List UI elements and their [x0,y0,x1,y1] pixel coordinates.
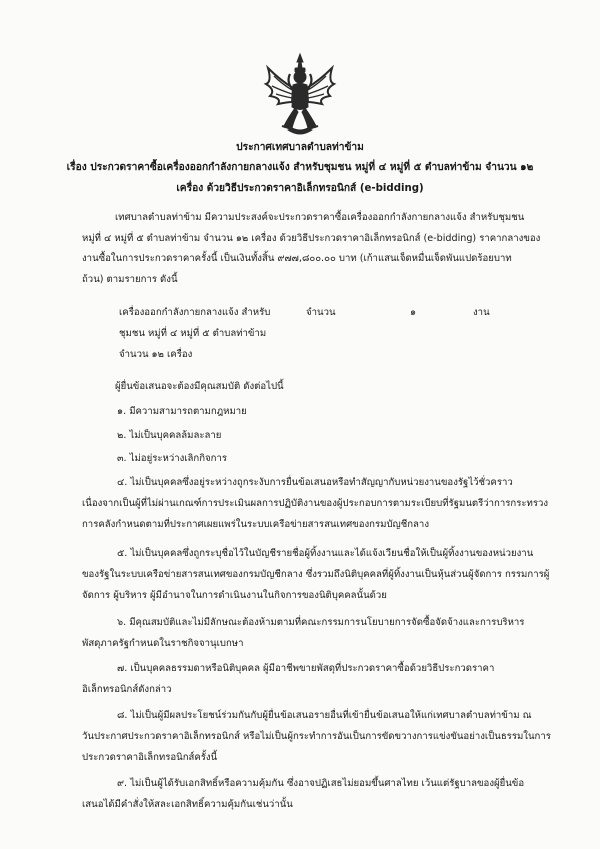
qualification-7-line-1: ๗. เป็นบุคคลธรรมดาหรือนิติบุคคล ผู้มีอาชีพขายพัสดุที่ประกวดราคาซื้อด้วยวิธีประกวดราคา [117,663,495,674]
qualification-9-line-1: ๙. ไม่เป็นผู้ได้รับเอกสิทธิ์หรือความคุ้มกัน ซึ่งอาจปฏิเสธไม่ยอมขึ้นศาลไทย เว้นแต่รัฐบาลของผู้ยื่นข้อ [117,778,525,789]
qualification-5-line-2: ของรัฐในระบบเครือข่ายสารสนเทศของกรมบัญชีกลาง ซึ่งรวมถึงนิติบุคคลที่ผู้ทิ้งงานเป็นหุ้นส่วนผู้จัดการ กรรมการผู้ [82,569,550,580]
qualification-1: ๑. มีความสามารถตามกฎหมาย [117,406,247,417]
subject-line-1: เรื่อง ประกวดราคาซื้อเครื่องออกกำลังกายกลางแจ้ง สำหรับชุมชน หมู่ที่ ๔ หมู่ที่ ๕ ตำบลท่าข้าม จำนวน ๑๒ [66,162,534,173]
qualification-5-line-3: จัดการ ผู้บริหาร ผู้มีอำนาจในการดำเนินงานในกิจการของนิติบุคคลนั้นด้วย [82,590,387,601]
qualification-6-line-1: ๖. มีคุณสมบัติและไม่มีลักษณะต้องห้ามตามที่คณะกรรมการนโยบายการจัดซื้อจัดจ้างและการบริหาร [117,617,525,628]
qualification-3: ๓. ไม่อยู่ระหว่างเลิกกิจการ [117,453,228,464]
announcement-title: ประกาศเทศบาลตำบลท่าข้าม [236,142,364,153]
intro-line-1: เทศบาลตำบลท่าข้าม มีความประสงค์จะประกวดราคาซื้อเครื่องออกกำลังกายกลางแจ้ง สำหรับชุมชน [115,212,525,223]
qualification-8-line-1: ๘. ไม่เป็นผู้มีผลประโยชน์ร่วมกันกับผู้ยื่นข้อเสนอรายอื่นที่เข้ายื่นข้อเสนอให้แก่เทศบาลตำบลท่าข้าม ณ [117,710,532,721]
qualification-7-line-2: อิเล็กทรอนิกส์ดังกล่าว [82,684,172,695]
item-description-line-3: จำนวน ๑๒ เครื่อง [119,349,193,360]
item-description-line-1: เครื่องออกกำลังกายกลางแจ้ง สำหรับ [119,307,271,318]
item-unit: งาน [473,307,490,318]
qualification-9-line-2: เสนอได้มีคำสั่งให้สละเอกสิทธิ์ความคุ้มกันเช่นว่านั้น [82,799,293,810]
item-qty-label: จำนวน [306,307,336,318]
garuda-emblem-icon [262,52,338,138]
qualification-8-line-2: วันประกาศประกวดราคาอิเล็กทรอนิกส์ หรือไม่เป็นผู้กระทำการอันเป็นการขัดขวางการแข่งขันอย่างเป็นธรรมในการ [82,731,551,742]
qualification-4-line-3: การคลังกำหนดตามที่ประกาศเผยแพร่ในระบบเครือข่ายสารสนเทศของกรมบัญชีกลาง [82,519,430,530]
qualification-8-line-3: ประกวดราคาอิเล็กทรอนิกส์ครั้งนี้ [82,752,218,763]
qualification-4-line-2: เนื่องจากเป็นผู้ที่ไม่ผ่านเกณฑ์การประเมินผลการปฏิบัติงานของผู้ประกอบการตามระเบียบที่รัฐมนตรีว่าการกระทรวง [82,498,549,509]
intro-line-2: หมู่ที่ ๔ หมู่ที่ ๕ ตำบลท่าข้าม จำนวน ๑๒ เครื่อง ด้วยวิธีประกวดราคาอิเล็กทรอนิกส์ (e-bidding) ราคากลางของ [82,233,541,244]
intro-line-3: งานซื้อในการประกวดราคาครั้งนี้ เป็นเงินทั้งสิ้น ๙๗๗,๘๐๐.๐๐ บาท (เก้าแสนเจ็ดหมื่นเจ็ดพันแปดร้อยบาท [82,253,512,264]
item-description-line-2: ชุมชน หมู่ที่ ๔ หมู่ที่ ๕ ตำบลท่าข้าม [119,328,267,339]
qualification-5-line-1: ๕. ไม่เป็นบุคคลซึ่งถูกระบุชื่อไว้ในบัญชีรายชื่อผู้ทิ้งงานและได้แจ้งเวียนชื่อให้เป็นผู้ทิ้งงานของหน่วยงาน [117,548,534,559]
item-qty-value: ๑ [410,307,417,318]
qualification-2: ๒. ไม่เป็นบุคคลล้มละลาย [117,430,222,441]
subject-line-2: เครื่อง ด้วยวิธีประกวดราคาอิเล็กทรอนิกส์ (e-bidding) [176,183,424,194]
intro-line-4: ถ้วน) ตามรายการ ดังนี้ [82,274,178,285]
qualifications-heading: ผู้ยื่นข้อเสนอจะต้องมีคุณสมบัติ ดังต่อไปนี้ [115,381,284,392]
qualification-4-line-1: ๔. ไม่เป็นบุคคลซึ่งอยู่ระหว่างถูกระงับการยื่นข้อเสนอหรือทำสัญญากับหน่วยงานของรัฐไว้ชั่วคราว [117,477,513,488]
qualification-6-line-2: พัสดุภาครัฐกำหนดในราชกิจจานุเบกษา [82,638,244,649]
